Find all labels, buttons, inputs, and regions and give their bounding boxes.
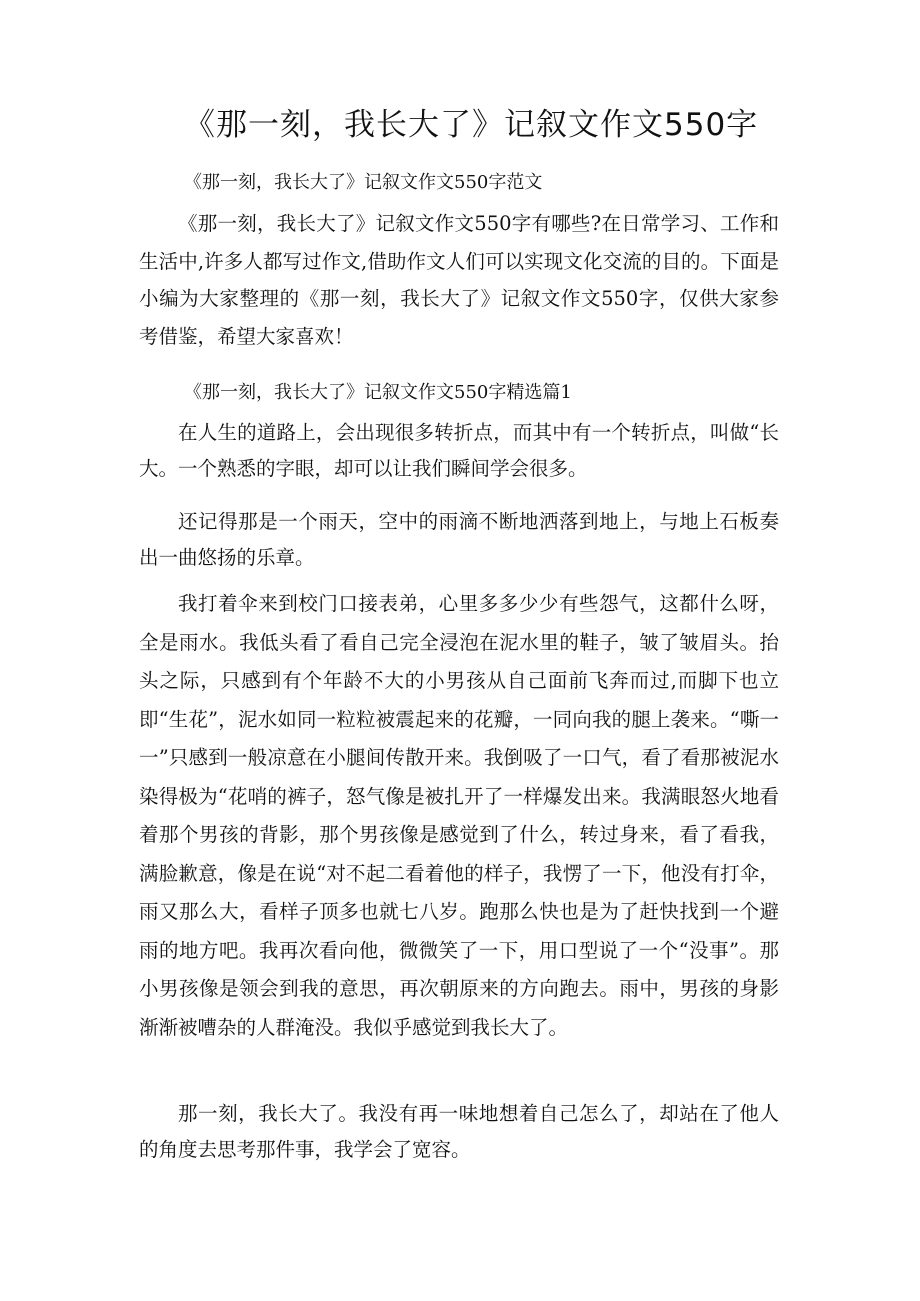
- body-paragraph-4: 那一刻，我长大了。我没有再一味地想着自己怎么了，却站在了他人的角度去思考那件事，我学会了宽容。: [139, 1102, 779, 1161]
- document-subtitle: 《那一刻，我长大了》记叙文作文550字范文: [184, 172, 543, 193]
- document-title: 《那一刻，我长大了》记叙文作文550字: [184, 107, 759, 143]
- body-paragraph-1: 在人生的道路上，会出现很多转折点，而其中有一个转折点，叫做“长大。一个熟悉的字眼，却可以让我们瞬间学会很多。: [139, 421, 779, 480]
- body-paragraph-2: 还记得那是一个雨天，空中的雨滴不断地洒落到地上，与地上石板奏出一曲悠扬的乐章。: [139, 510, 779, 569]
- intro-paragraph: 《那一刻，我长大了》记叙文作文550字有哪些?在日常学习、工作和生活中,许多人都写过作文,借助作文人们可以实现文化交流的目的。下面是小编为大家整理的《那一刻，我长大了》记叙文作文550字，仅供大家参考借鉴，希望大家喜欢！: [139, 212, 779, 348]
- body-paragraph-3: 我打着伞来到校门口接表弟，心里多多少少有些怨气，这都什么呀，全是雨水。我低头看了看自己完全浸泡在泥水里的鞋子，皱了皱眉头。抬头之际，只感到有个年龄不大的小男孩从自己面前飞奔而过,而脚下也立即“生花”，泥水如同一粒粒被震起来的花瓣，一同向我的腿上袭来。“嘶一一”只感到一般凉意在小腿间传散开来。我倒吸了一口气，看了看那被泥水染得极为“花哨的裤子，怒气像是被扎开了一样爆发出来。我满眼怒火地看着那个男孩的背影，那个男孩像是感觉到了什么，转过身来，看了看我，满脸歉意，像是在说“对不起二看着他的样子，我愣了一下，他没有打伞，雨又那么大，看样子顶多也就七八岁。跑那么快也是为了赶快找到一个避雨的地方吧。我再次看向他，微微笑了一下，用口型说了一个“没事”。那小男孩像是领会到我的意思，再次朝原来的方向跑去。雨中，男孩的身影渐渐被嘈杂的人群淹没。我似乎感觉到我长大了。: [139, 592, 779, 1039]
- section-heading: 《那一刻，我长大了》记叙文作文550字精选篇1: [184, 382, 572, 403]
